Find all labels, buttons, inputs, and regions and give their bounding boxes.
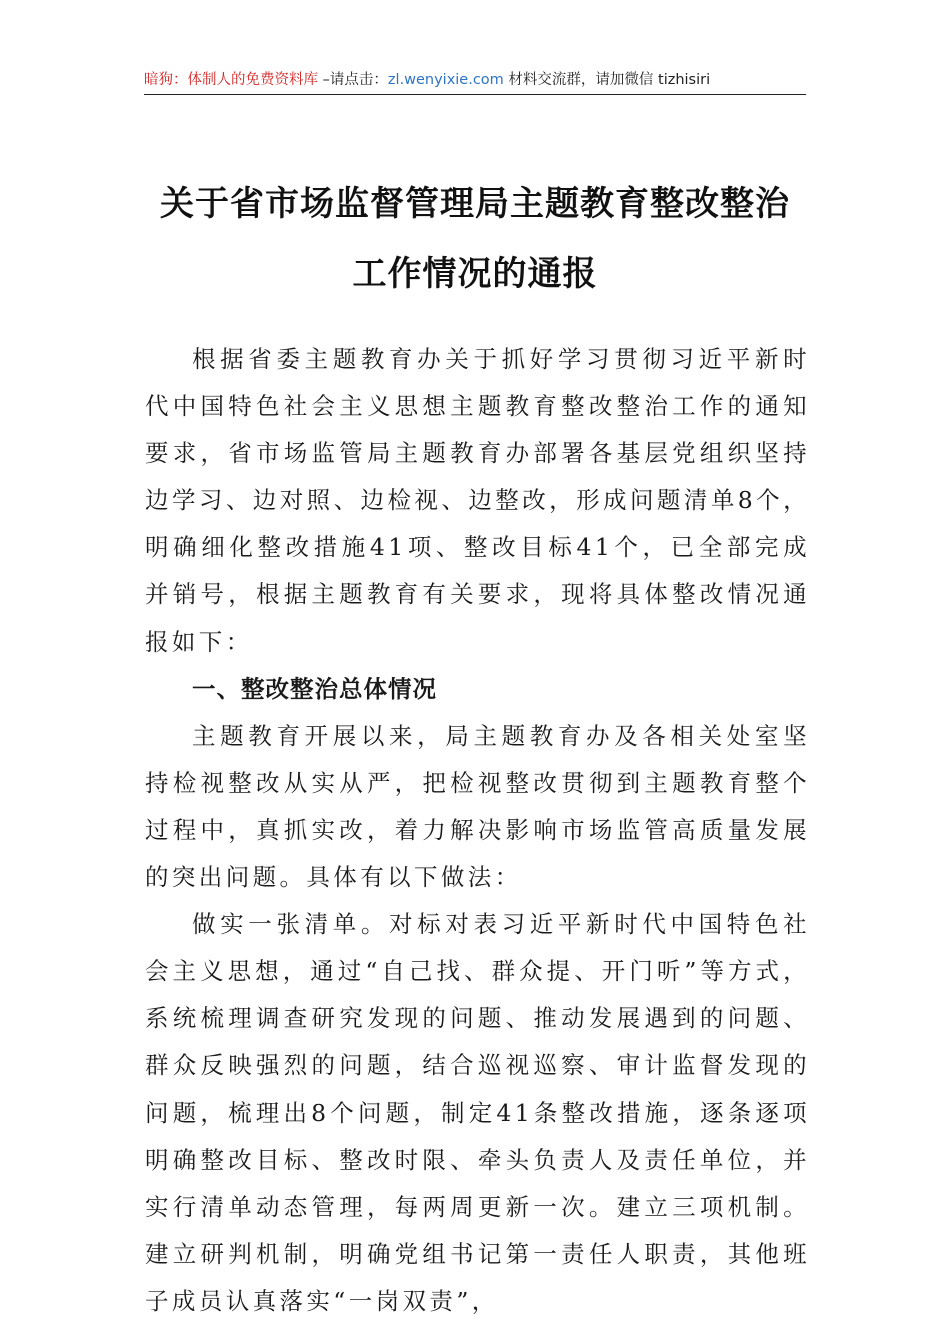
document-body [145,336,810,1325]
document-title-line1: 关于省市场监督管理局主题教育整改整治 [160,184,790,224]
header-click-prompt: –请点击： [318,72,388,88]
paragraph-intro: 根据省委主题教育办关于抓好学习贯彻习近平新时代中国特色社会主义思想主题教育整改整治工作的通知要求，省市场监管局主题教育办部署各基层党组织坚持边学习、边对照、边检视、边整改，形成问题清单8个，明确细化整改措施41项、整改目标41个，已全部完成并销号，根据主题教育有关要求，现将具体整改情况通报如下： [145,345,810,656]
header-link[interactable]: zl.wenyixie.com [387,72,504,88]
section-heading-1: 一、整改整治总体情况 [192,674,437,703]
header-site-name: 暗狗：体制人的免费资料库 [144,72,318,88]
header-wechat-note: 材料交流群，请加微信 tizhisiri [503,72,711,88]
paragraph-overview: 主题教育开展以来，局主题教育办及各相关处室坚持检视整改从实从严，把检视整改贯彻到主题教育整个过程中，真抓实改，着力解决影响市场监管高质量发展的突出问题。具体有以下做法： [145,721,810,892]
page-header-banner [144,66,806,95]
paragraph-checklist: 做实一张清单。对标对表习近平新时代中国特色社会主义思想，通过“自己找、群众提、开门听”等方式，系统梳理调查研究发现的问题、推动发展遇到的问题、群众反映强烈的问题，结合巡视巡察、审计监督发现的问题，梳理出8个问题，制定41条整改措施，逐条逐项明确整改目标、整改时限、牵头负责人及责任单位，并实行清单动态管理，每两周更新一次。建立三项机制。建立研判机制，明确党组书记第一责任人职责，其他班子成员认真落实“一岗双责”， [145,910,810,1315]
document-title-line2: 工作情况的通报 [352,254,598,294]
